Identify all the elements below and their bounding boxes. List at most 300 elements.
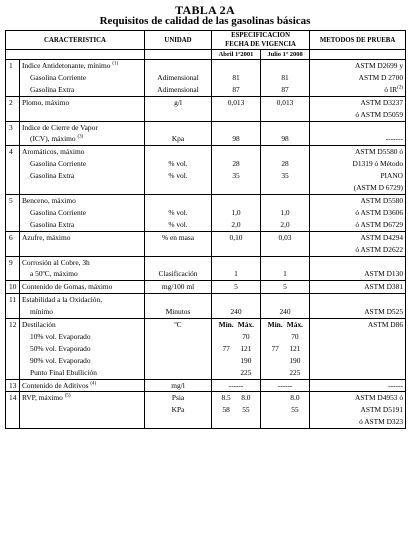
abril-min: 77: [222, 343, 230, 353]
row-characteristic-text: Gasolina Extra: [30, 171, 75, 181]
table-row: [6, 219, 406, 231]
row-method-text: ó ASTM D2622: [355, 244, 404, 254]
table-row: [6, 343, 406, 355]
row-number: 10: [6, 281, 20, 294]
row-method-text: ASTM D4294: [360, 232, 404, 242]
row-method: [310, 319, 406, 331]
row-number: 14: [6, 392, 20, 404]
row-characteristic: [20, 379, 145, 392]
row-number: 11: [6, 294, 20, 306]
table-row: [6, 319, 406, 331]
row-method: [310, 72, 406, 84]
row-unit: [145, 109, 212, 121]
table-row: [6, 72, 406, 84]
row-number: [6, 170, 20, 182]
abril-max: 8.0: [241, 393, 251, 403]
row-number: 12: [6, 319, 20, 331]
row-unit: Psia: [145, 392, 212, 404]
row-abril: [212, 319, 261, 331]
row-method: [310, 416, 406, 428]
row-characteristic: [20, 367, 145, 379]
table-row: [6, 60, 406, 72]
row-characteristic-text: Contenido de Gomas, máximo: [22, 282, 113, 292]
header-especificacion: [212, 31, 310, 50]
row-characteristic-text: Punto Final Ebullición: [30, 367, 97, 377]
table-row: [6, 109, 406, 121]
abril-min: 8.5: [221, 393, 231, 403]
row-julio: 28: [261, 158, 310, 170]
header-blank-2: [145, 50, 212, 60]
row-characteristic: [20, 133, 145, 145]
row-characteristic: [20, 219, 145, 231]
header-fecha-label: FECHA DE VIGENCIA: [225, 41, 296, 48]
footnote-ref: (1): [112, 61, 119, 67]
julio-max: 190: [289, 355, 301, 365]
row-characteristic: [20, 268, 145, 280]
table-row: [6, 404, 406, 416]
row-julio: 0,013: [261, 96, 310, 108]
table-row: [6, 133, 406, 145]
julio-max: 55: [291, 405, 299, 415]
row-julio: [261, 194, 310, 206]
row-unit: KPa: [145, 404, 212, 416]
table-row: [6, 256, 406, 268]
row-unit: [145, 331, 212, 343]
row-number: 1: [6, 60, 20, 72]
julio-max: 70: [291, 331, 299, 341]
row-abril: 0,10: [212, 231, 261, 243]
row-julio: 240: [261, 306, 310, 318]
row-method-text: ASTM D4953 ó: [354, 393, 404, 403]
row-characteristic: [20, 244, 145, 256]
row-number: 9: [6, 256, 20, 268]
row-characteristic: [20, 343, 145, 355]
table-row: [6, 281, 406, 294]
row-unit: % vol.: [145, 219, 212, 231]
julio-min: [266, 392, 284, 404]
abril-max: 70: [242, 331, 250, 341]
row-julio: [261, 244, 310, 256]
row-julio: [261, 343, 310, 355]
row-characteristic-text: Azufre, máximo: [22, 232, 71, 242]
row-abril: [212, 416, 261, 428]
row-method: [310, 343, 406, 355]
row-abril: [212, 343, 261, 355]
table-row: [6, 194, 406, 206]
row-characteristic-text: Corrosión al Cobre, 3h: [22, 257, 90, 267]
row-method: [310, 331, 406, 343]
row-julio: 87: [261, 84, 310, 96]
abril-max: 190: [240, 355, 252, 365]
row-julio: 0,03: [261, 231, 310, 243]
row-unit: [145, 355, 212, 367]
table-body: [6, 60, 406, 429]
row-method-text: ASTM D130: [364, 269, 404, 279]
row-characteristic: [20, 121, 145, 133]
table-row: [6, 146, 406, 158]
row-abril: 2,0: [212, 219, 261, 231]
row-abril: [212, 294, 261, 306]
row-method-text: ASTM D525: [364, 307, 404, 317]
julio-min: [266, 331, 284, 343]
row-abril: [212, 256, 261, 268]
row-abril: [212, 331, 261, 343]
row-characteristic-text: mínimo: [30, 307, 53, 317]
row-method: [310, 194, 406, 206]
table-row: [6, 244, 406, 256]
row-julio: 2,0: [261, 219, 310, 231]
table-row: [6, 158, 406, 170]
julio-max: 225: [289, 367, 301, 377]
table-row: [6, 207, 406, 219]
row-unit: [145, 146, 212, 158]
row-unit: [145, 256, 212, 268]
table-row: [6, 96, 406, 108]
row-characteristic: [20, 72, 145, 84]
header-blank-3: [310, 50, 406, 60]
row-method: [310, 207, 406, 219]
row-method-text: ASTM D3237: [360, 97, 404, 107]
table-subtitle: Requisitos de calidad de las gasolinas básicas: [99, 15, 311, 27]
row-method-text: ------: [388, 380, 404, 390]
row-number: [6, 268, 20, 280]
row-abril: 0,013: [212, 96, 261, 108]
table-row: [6, 268, 406, 280]
header-especificacion-label: ESPECIFICACION: [231, 32, 290, 39]
row-characteristic: [20, 84, 145, 96]
row-abril: 5: [212, 281, 261, 294]
row-method-text: ó ASTM D5059: [355, 109, 404, 119]
row-method: [310, 170, 406, 182]
row-julio: [261, 392, 310, 404]
row-number: [6, 219, 20, 231]
row-number: 2: [6, 96, 20, 108]
row-characteristic-text: Indice Antidetonante, mínimo: [22, 61, 111, 70]
max-label: Máx.: [286, 320, 304, 330]
row-unit: mg/l: [145, 379, 212, 392]
row-number: [6, 182, 20, 194]
row-method: [310, 146, 406, 158]
table-row: [6, 379, 406, 392]
row-julio: [261, 121, 310, 133]
row-unit: [145, 367, 212, 379]
row-characteristic: [20, 182, 145, 194]
row-unit: [145, 194, 212, 206]
row-characteristic: [20, 96, 145, 108]
row-julio: [261, 331, 310, 343]
row-abril: 1: [212, 268, 261, 280]
row-method: [310, 392, 406, 404]
row-characteristic-text: Gasolina Corriente: [30, 72, 87, 82]
row-julio: [261, 355, 310, 367]
row-number: [6, 207, 20, 219]
row-method: [310, 256, 406, 268]
row-unit: Minutos: [145, 306, 212, 318]
row-julio: ------: [261, 379, 310, 392]
row-abril: 81: [212, 72, 261, 84]
row-method-text: -------: [385, 134, 404, 144]
row-julio: [261, 182, 310, 194]
row-characteristic: [20, 306, 145, 318]
row-julio: [261, 60, 310, 72]
row-number: [6, 84, 20, 96]
row-characteristic-text: Aromáticos, máximo: [22, 147, 85, 157]
header-blank-1: [6, 50, 145, 60]
row-unit: Kpa: [145, 133, 212, 145]
row-characteristic: [20, 355, 145, 367]
row-unit: [145, 60, 212, 72]
row-julio: [261, 404, 310, 416]
row-method-text: ó ASTM D323: [359, 417, 404, 427]
abril-min: [217, 331, 235, 343]
row-julio: 5: [261, 281, 310, 294]
table-row: [6, 294, 406, 306]
row-characteristic: [20, 231, 145, 243]
row-julio: 1: [261, 268, 310, 280]
row-method-text: ASTM D381: [364, 282, 404, 292]
row-method-text: PIANO: [380, 171, 404, 181]
row-abril: 87: [212, 84, 261, 96]
row-unit: mg/100 ml: [145, 281, 212, 294]
row-method-text: ó ASTM D6729: [355, 219, 404, 229]
row-method-text: ASTM D86: [367, 320, 404, 330]
row-method: [310, 219, 406, 231]
row-abril: [212, 194, 261, 206]
row-abril: [212, 244, 261, 256]
row-unit: Clasificación: [145, 268, 212, 280]
footnote-ref: (5): [64, 394, 71, 399]
row-method-text: D1319 ó Método: [352, 159, 404, 169]
row-characteristic: [20, 158, 145, 170]
table-row: [6, 84, 406, 96]
row-number: [6, 306, 20, 318]
row-characteristic: [20, 416, 145, 428]
table-row: [6, 331, 406, 343]
header-unidad: UNIDAD: [145, 31, 212, 50]
row-characteristic: [20, 331, 145, 343]
row-abril: [212, 404, 261, 416]
row-method: [310, 367, 406, 379]
row-method-text: ó IR: [384, 84, 398, 94]
row-abril: [212, 367, 261, 379]
row-unit: % vol.: [145, 207, 212, 219]
row-method: [310, 281, 406, 294]
row-number: [6, 158, 20, 170]
row-number: 3: [6, 121, 20, 133]
header-caracteristica: CARACTERISTICA: [6, 31, 145, 50]
julio-max: 8.0: [290, 393, 300, 403]
table-row: [6, 355, 406, 367]
row-method: [310, 355, 406, 367]
row-method: [310, 109, 406, 121]
footnote-ref: (3): [77, 134, 84, 140]
row-method-text: ASTM D5580: [360, 195, 404, 205]
row-number: [6, 416, 20, 428]
row-julio: [261, 416, 310, 428]
row-method: [310, 96, 406, 108]
row-unit: % vol.: [145, 158, 212, 170]
row-characteristic-text: 10% vol. Evaporado: [30, 331, 91, 341]
header-julio: Julio 1º 2008: [261, 50, 310, 60]
row-characteristic: [20, 256, 145, 268]
footnote-ref: (4): [90, 381, 97, 387]
row-abril: [212, 392, 261, 404]
row-number: 4: [6, 146, 20, 158]
row-number: [6, 367, 20, 379]
min-label: Mín.: [218, 320, 234, 330]
table-row: [6, 416, 406, 428]
row-julio: 1,0: [261, 207, 310, 219]
row-unit: % vol.: [145, 170, 212, 182]
row-characteristic: [20, 194, 145, 206]
table-row: [6, 367, 406, 379]
row-number: 6: [6, 231, 20, 243]
row-unit: [145, 294, 212, 306]
header-abril: Abril 1º2001: [212, 50, 261, 60]
row-method-text: (ASTM D 6729): [353, 183, 404, 193]
row-characteristic-text: 50% vol. Evaporado: [30, 343, 91, 353]
row-julio: 98: [261, 133, 310, 145]
row-unit: ºC: [145, 319, 212, 331]
row-characteristic: [20, 170, 145, 182]
row-method-text: ASTM D 2700: [358, 72, 404, 82]
row-julio: [261, 109, 310, 121]
row-method: [310, 158, 406, 170]
row-characteristic: [20, 281, 145, 294]
row-abril: [212, 355, 261, 367]
row-characteristic-text: RVP, máximo: [22, 393, 63, 403]
abril-max: 121: [240, 343, 252, 353]
row-number: 13: [6, 379, 20, 392]
julio-min: [266, 367, 284, 379]
row-julio: [261, 256, 310, 268]
table-row: [6, 306, 406, 318]
row-julio: [261, 146, 310, 158]
table-row: [6, 170, 406, 182]
julio-min: [266, 355, 284, 367]
row-number: [6, 72, 20, 84]
abril-min: [217, 367, 235, 379]
row-unit: [145, 416, 212, 428]
table-row: [6, 121, 406, 133]
row-julio: [261, 294, 310, 306]
row-method: [310, 379, 406, 392]
row-unit: g/l: [145, 96, 212, 108]
julio-min: [266, 404, 284, 416]
row-number: [6, 331, 20, 343]
row-characteristic-text: Estabilidad a la Oxidación,: [22, 295, 103, 305]
row-abril: 1,0: [212, 207, 261, 219]
row-julio: [261, 367, 310, 379]
row-characteristic: [20, 146, 145, 158]
row-characteristic: [20, 207, 145, 219]
row-number: 5: [6, 194, 20, 206]
row-abril: 98: [212, 133, 261, 145]
row-method: [310, 133, 406, 145]
table-row: [6, 231, 406, 243]
row-number: [6, 133, 20, 145]
row-abril: [212, 182, 261, 194]
row-unit: Adimensional: [145, 84, 212, 96]
row-method: [310, 121, 406, 133]
row-method: [310, 294, 406, 306]
row-julio: [261, 319, 310, 331]
min-label: Mín.: [267, 320, 283, 330]
julio-min: 77: [271, 343, 279, 353]
footnote-ref: (2): [397, 85, 404, 91]
row-number: [6, 355, 20, 367]
row-unit: [145, 343, 212, 355]
row-method: [310, 244, 406, 256]
row-abril: 35: [212, 170, 261, 182]
row-characteristic-text: Gasolina Corriente: [30, 207, 87, 217]
row-abril: ------: [212, 379, 261, 392]
abril-min: [217, 355, 235, 367]
row-number: [6, 244, 20, 256]
row-number: [6, 109, 20, 121]
row-number: [6, 343, 20, 355]
abril-max: 55: [242, 405, 250, 415]
row-method-text: ó ASTM D3606: [355, 207, 404, 217]
table-row: [6, 392, 406, 404]
row-characteristic: [20, 109, 145, 121]
row-method: [310, 306, 406, 318]
row-unit: [145, 182, 212, 194]
row-characteristic: [20, 392, 145, 404]
row-julio: 81: [261, 72, 310, 84]
row-method: [310, 60, 406, 72]
row-method: [310, 231, 406, 243]
abril-max: 225: [240, 367, 252, 377]
row-unit: [145, 121, 212, 133]
row-method-text: ASTM D2699 y: [354, 61, 404, 70]
row-unit: Adimensional: [145, 72, 212, 84]
row-method: [310, 84, 406, 96]
table-title: TABLA 2A: [175, 3, 235, 17]
requirements-table: [5, 30, 406, 429]
row-julio: 35: [261, 170, 310, 182]
row-characteristic-text: Contenido de Aditivos: [22, 380, 89, 390]
row-characteristic-text: 90% vol. Evaporado: [30, 355, 91, 365]
row-method-text: ASTM D5580 ó: [354, 147, 404, 157]
row-method: [310, 182, 406, 194]
row-characteristic-text: Gasolina Extra: [30, 84, 75, 94]
row-abril: [212, 60, 261, 72]
julio-max: 121: [289, 343, 301, 353]
row-characteristic: [20, 294, 145, 306]
row-method: [310, 268, 406, 280]
row-characteristic-text: Gasolina Corriente: [30, 159, 87, 169]
row-characteristic-text: (ICV), máximo: [30, 134, 76, 144]
row-method-text: ASTM D5191: [360, 405, 404, 415]
row-abril: [212, 146, 261, 158]
row-number: [6, 404, 20, 416]
row-unit: % en masa: [145, 231, 212, 243]
row-abril: 28: [212, 158, 261, 170]
abril-min: 58: [222, 405, 230, 415]
row-characteristic-text: Plomo, máximo: [22, 97, 70, 107]
row-characteristic: [20, 319, 145, 331]
header-metodos: METODOS DE PRUEBA: [310, 31, 406, 50]
row-abril: [212, 109, 261, 121]
row-abril: 240: [212, 306, 261, 318]
row-characteristic-text: Benceno, máximo: [22, 195, 76, 205]
row-unit: [145, 244, 212, 256]
row-method: [310, 404, 406, 416]
table-row: [6, 182, 406, 194]
row-characteristic-text: a 50ºC, máximo: [30, 269, 78, 279]
row-characteristic: [20, 60, 145, 72]
